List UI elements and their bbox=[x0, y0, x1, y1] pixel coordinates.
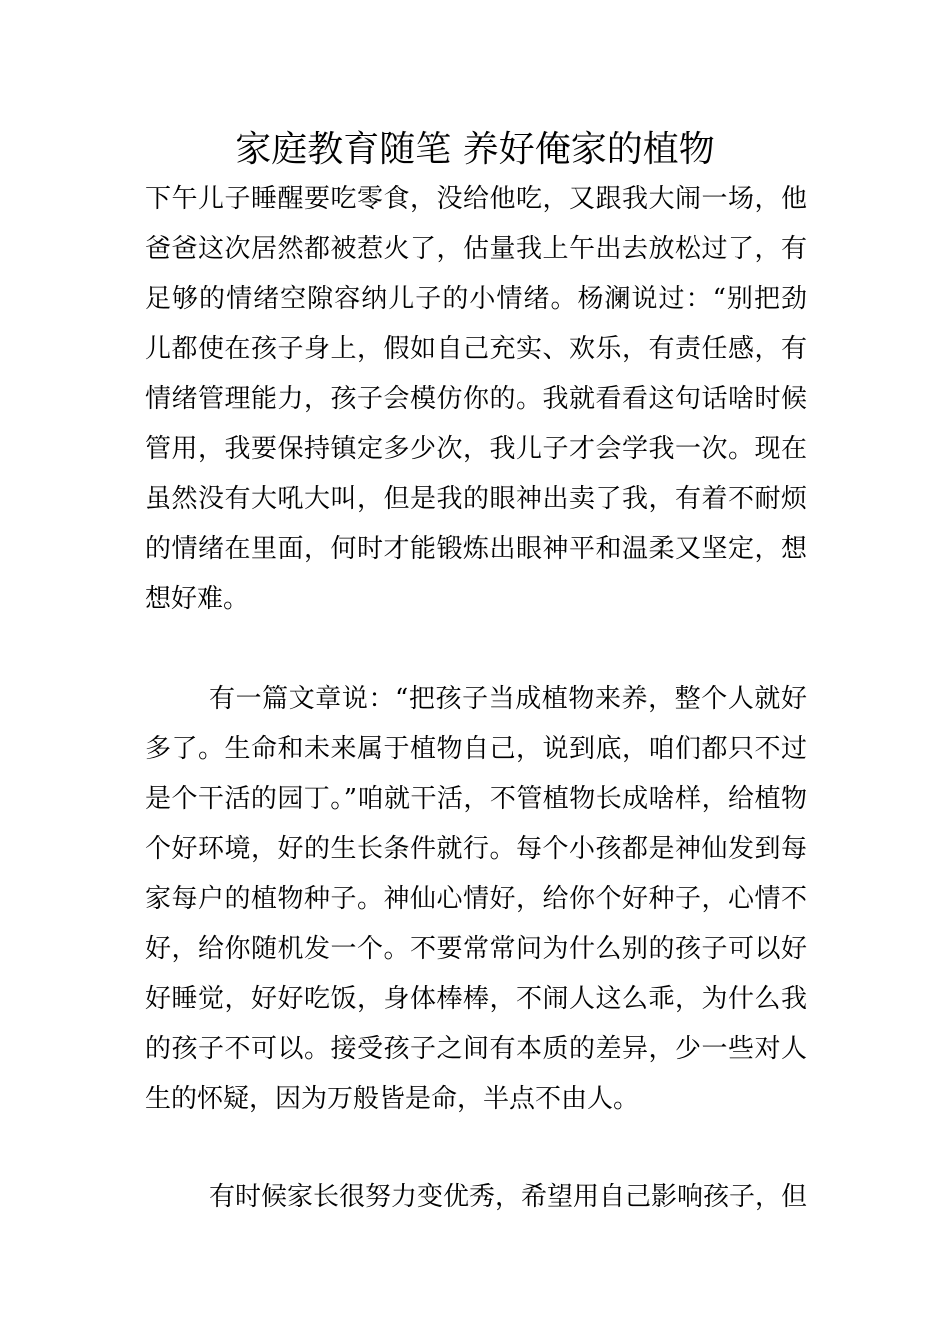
paragraph-2: 有一篇文章说：“把孩子当成植物来养，整个人就好多了。生命和未来属于植物自己，说到底，咱们都只不过是个干活的园丁。”咱就干活，不管植物长成啥样，给植物个好环境，好的生长条件就行。每个小孩都是神仙发到每家每户的植物种子。神仙心情好，给你个好种子，心情不好，给你随机发一个。不要常常问为什么别的孩子可以好好睡觉，好好吃饭，身体棒棒，不闹人这么乖，为什么我的孩子不可以。接受孩子之间有本质的差异，少一些对人生的怀疑，因为万般皆是命，半点不由人。 bbox=[145, 684, 807, 1114]
paragraph-1: 下午儿子睡醒要吃零食，没给他吃，又跟我大闹一场，他爸爸这次居然都被惹火了，估量我上午出去放松过了，有足够的情绪空隙容纳儿子的小情绪。杨澜说过：“别把劲儿都使在孩子身上，假如自己充实、欢乐，有责任感，有情绪管理能力，孩子会模仿你的。我就看看这句话啥时候管用，我要保持镇定多少次，我儿子才会学我一次。现在虽然没有大吼大叫，但是我的眼神出卖了我，有着不耐烦的情绪在里面，何时才能锻炼出眼神平和温柔又坚定，想想好难。 bbox=[145, 184, 807, 614]
paragraph-3: 有时候家长很努力变优秀，希望用自己影响孩子，但 bbox=[209, 1182, 808, 1212]
document-title: 家庭教育随笔 养好俺家的植物 bbox=[235, 129, 715, 170]
